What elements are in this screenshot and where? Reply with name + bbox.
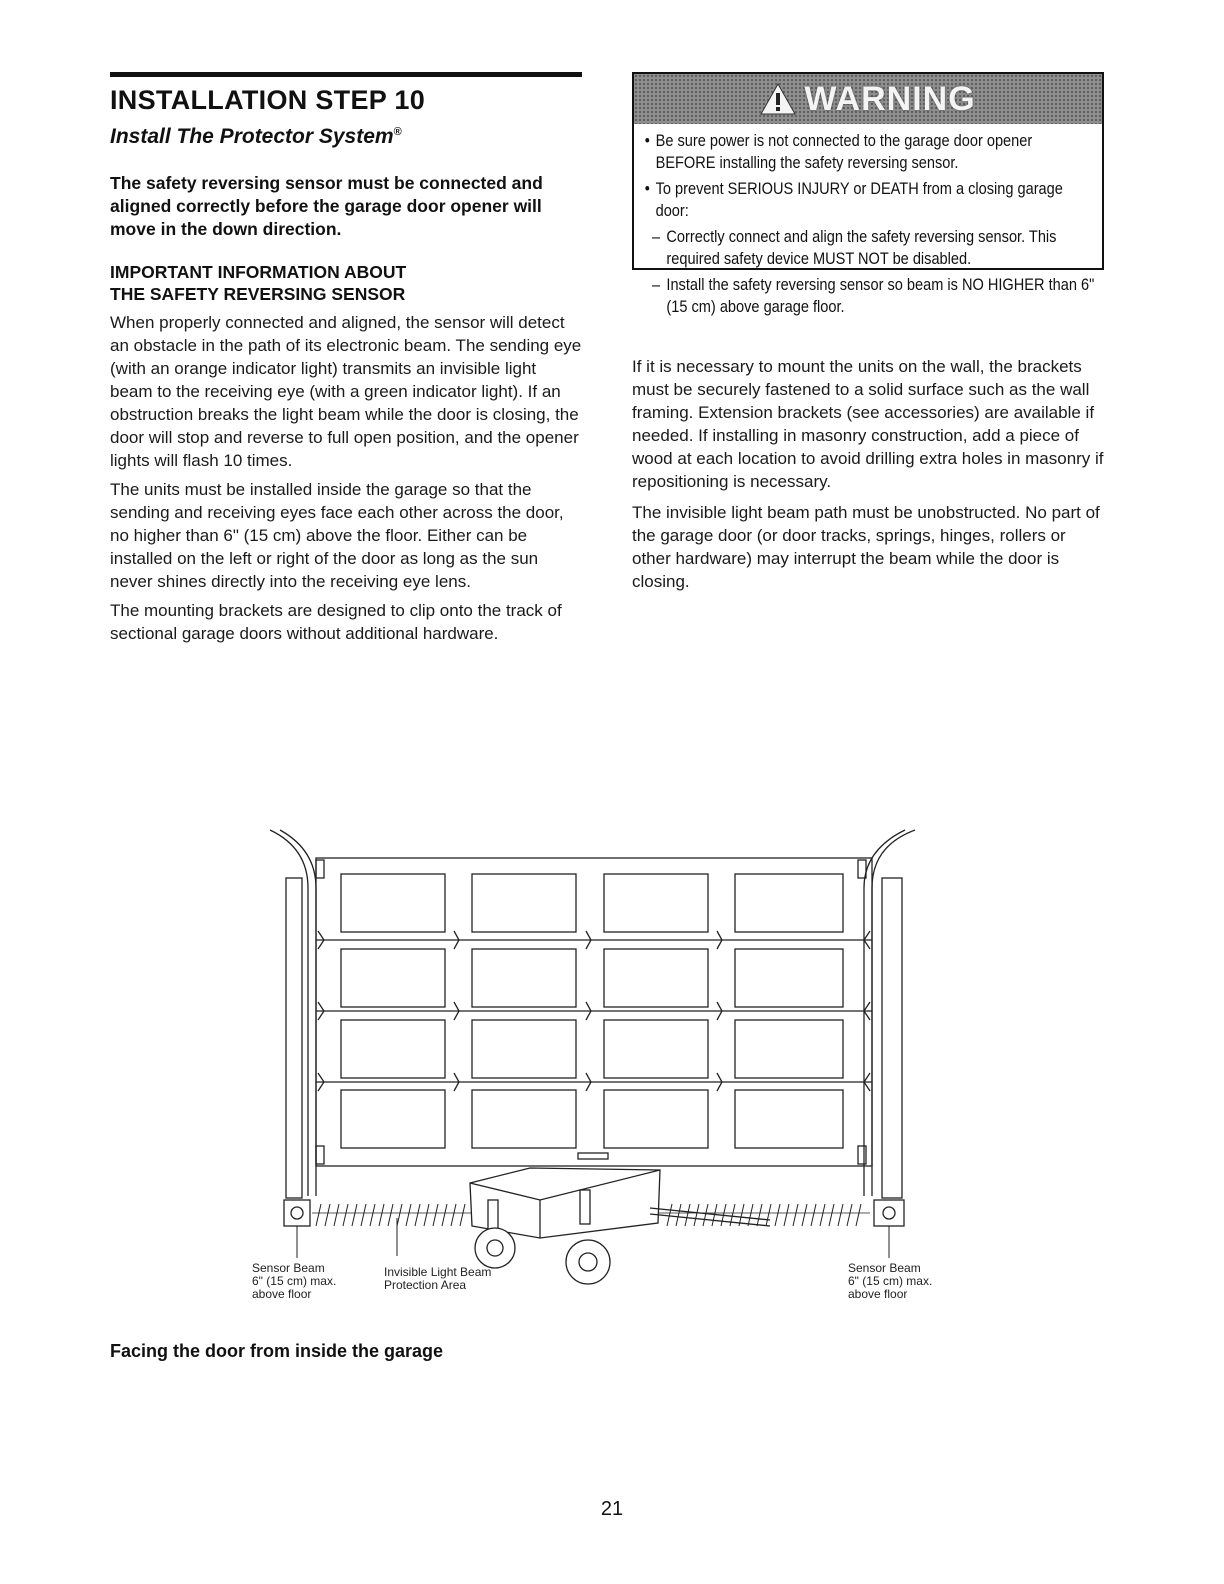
- step-subtitle-text: Install The Protector System: [110, 125, 394, 148]
- left-sensor-label-line1: Sensor Beam: [252, 1261, 325, 1275]
- right-sensor-label: [848, 1262, 932, 1301]
- important-heading: [110, 261, 582, 305]
- warning-bullet-injury: • To prevent SERIOUS INJURY or DEATH from a closing garage door:: [644, 180, 1063, 220]
- right-sensor-label-line3: above floor: [848, 1287, 908, 1301]
- door-handle: [578, 1153, 608, 1159]
- hatch-mark: [334, 1204, 339, 1226]
- hatch-mark: [406, 1204, 411, 1226]
- paragraph-sensor-detect: When properly connected and aligned, the sensor will detect an obstacle in the path of its electronic beam. The sending eye (with an orange indicator light) transmits an invisible light beam to the receiving eye (with a green indicator light). If an obstruction breaks the light beam while the door is closing, the door will stop and reverse to full open position, and the opener lights will flash 10 times.: [110, 313, 582, 470]
- paragraph-units-install: The units must be installed inside the garage so that the sending and receiving eyes face each other across the door, no higher than 6" (15 cm) above the floor. Either can be installed on the left or right of the door as long as the sun never shines directly into the receiving eye lens.: [110, 480, 564, 591]
- left-column: [110, 72, 582, 645]
- left-sensor-label-line2: 6" (15 cm) max.: [252, 1274, 337, 1288]
- right-column: [632, 351, 1104, 593]
- hatch-mark: [316, 1204, 321, 1226]
- hatch-mark: [784, 1204, 789, 1226]
- door-frame: [316, 858, 872, 1166]
- hatch-mark: [820, 1204, 825, 1226]
- hatch-mark: [397, 1204, 402, 1226]
- hatch-mark: [325, 1204, 330, 1226]
- hatch-mark: [685, 1204, 690, 1226]
- warning-bullet-power: • Be sure power is not connected to the garage door opener BEFORE installing the safety reversing sensor.: [644, 132, 1033, 172]
- hatch-mark: [847, 1204, 852, 1226]
- paragraph-beam-path: The invisible light beam path must be unobstructed. No part of the garage door (or door tracks, springs, hinges, rollers or other hardware) may interrupt the beam while the door is closing.: [632, 503, 1100, 591]
- hatch-mark: [352, 1204, 357, 1226]
- hatch-mark: [811, 1204, 816, 1226]
- hatch-mark: [460, 1204, 465, 1226]
- hatch-mark: [694, 1204, 699, 1226]
- hatch-mark: [424, 1204, 429, 1226]
- warning-sub-align: – Correctly connect and align the safety reversing sensor. This required safety device MUST NOT be disabled.: [652, 228, 1057, 268]
- right-track-curve: [872, 830, 915, 1196]
- garage-door-illustration: [250, 828, 950, 1313]
- hatch-mark: [676, 1204, 681, 1226]
- right-sensor-label-line2: 6" (15 cm) max.: [848, 1274, 933, 1288]
- hatch-mark: [361, 1204, 366, 1226]
- hatch-mark: [802, 1204, 807, 1226]
- hatch-mark: [766, 1204, 771, 1226]
- hatch-mark: [775, 1204, 780, 1226]
- warning-sub-height-text: Install the safety reversing sensor so beam is NO HIGHER than 6" (15 cm) above garage floor.: [666, 276, 1095, 316]
- warning-bullet-injury-text: To prevent SERIOUS INJURY or DEATH from a closing garage door:: [655, 180, 1063, 220]
- warning-sub-height: – Install the safety reversing sensor so beam is NO HIGHER than 6" (15 cm) above garage floor.: [652, 276, 1095, 316]
- beam-area-label: [384, 1266, 491, 1292]
- warning-bullet-power-text: Be sure power is not connected to the garage door opener BEFORE installing the safety reversing sensor.: [655, 132, 1033, 172]
- hatch-mark: [388, 1204, 393, 1226]
- hatch-mark: [829, 1204, 834, 1226]
- hatch-mark: [856, 1204, 861, 1226]
- hatch-mark: [370, 1204, 375, 1226]
- hatch-mark: [757, 1204, 762, 1226]
- paragraph-wall-mount: If it is necessary to mount the units on the wall, the brackets must be securely fastened to a solid surface such as the wall framing. Extension brackets (see accessories) are available if needed. If installing in masonry construction, add a piece of wood at each location to avoid drilling extra holes in masonry if repositioning is necessary.: [632, 357, 1104, 491]
- hatch-mark: [415, 1204, 420, 1226]
- figure-caption: Facing the door from inside the garage: [110, 1341, 444, 1361]
- warning-body: [634, 124, 1104, 318]
- hatch-mark: [703, 1204, 708, 1226]
- wagon-obstacle: [470, 1168, 770, 1284]
- left-sensor-label-line3: above floor: [252, 1287, 312, 1301]
- beam-area-label-line1: Invisible Light Beam: [384, 1265, 492, 1279]
- warning-header: [634, 74, 1102, 124]
- hatch-mark: [433, 1204, 438, 1226]
- step-subtitle: [110, 119, 582, 150]
- page-number: 21: [600, 1498, 624, 1520]
- left-door-jamb: [286, 878, 302, 1198]
- warning-box: [632, 72, 1104, 316]
- hatch-mark: [442, 1204, 447, 1226]
- title-rule: [110, 72, 582, 77]
- important-heading-line1: IMPORTANT INFORMATION ABOUT: [110, 262, 407, 282]
- warning-label: WARNING: [804, 79, 976, 118]
- hatch-mark: [838, 1204, 843, 1226]
- garage-door-drawing: [250, 828, 950, 1308]
- hatch-mark: [793, 1204, 798, 1226]
- warning-sub-align-text: Correctly connect and align the safety reversing sensor. This required safety device MUST NOT be disabled.: [666, 228, 1057, 268]
- important-heading-line2: THE SAFETY REVERSING SENSOR: [110, 284, 406, 304]
- right-sensor-label-line1: Sensor Beam: [848, 1261, 921, 1275]
- lead-paragraph: The safety reversing sensor must be connected and aligned correctly before the garage door opener will move in the down direction.: [110, 173, 543, 239]
- left-sensor-label: [252, 1262, 336, 1301]
- registered-mark: ®: [393, 126, 402, 138]
- hatch-mark: [667, 1204, 672, 1226]
- paragraph-mounting-brackets: The mounting brackets are designed to clip onto the track of sectional garage doors without additional hardware.: [110, 601, 562, 643]
- step-title: INSTALLATION STEP 10: [110, 85, 426, 115]
- warning-triangle-icon: [760, 83, 796, 115]
- hatch-mark: [451, 1204, 456, 1226]
- right-door-jamb: [882, 878, 902, 1198]
- hatch-mark: [748, 1204, 753, 1226]
- hatch-mark: [379, 1204, 384, 1226]
- hatch-mark: [343, 1204, 348, 1226]
- beam-area-label-line2: Protection Area: [384, 1278, 467, 1292]
